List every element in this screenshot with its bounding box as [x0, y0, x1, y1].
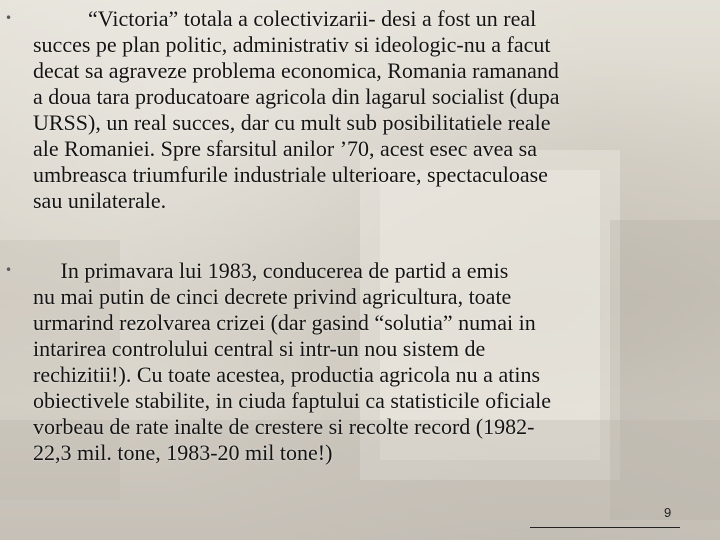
text-line: vorbeau de rate inalte de crestere si recolte record (1982- — [33, 414, 535, 439]
text-line: In primavara lui 1983, conducerea de partid a emis — [33, 258, 509, 283]
text-line: intarirea controlului central si intr-un nou sistem de — [33, 336, 486, 361]
text-line: rechizitii!). Cu toate acestea, productia agricola nu a atins — [33, 362, 540, 387]
text-line: obiectivele stabilite, in ciuda faptului ca statisticile oficiale — [33, 388, 552, 413]
text-line: decat sa agraveze problema economica, Romania ramanand — [33, 58, 559, 83]
text-line: 22,3 mil. tone, 1983-20 mil tone!) — [33, 440, 333, 465]
text-line: urmarind rezolvarea crizei (dar gasind “solutia” numai in — [33, 310, 536, 335]
footer-divider — [530, 527, 680, 528]
text-line: a doua tara producatoare agricola din lagarul socialist (dupa — [33, 84, 560, 109]
text-line: “Victoria” totala a colectivizarii- desi a fost un real — [33, 6, 537, 31]
paragraph-collectivization — [33, 6, 713, 214]
text-line: umbreasca triumfurile industriale ulterioare, spectaculoase — [33, 162, 548, 187]
text-line: nu mai putin de cinci decrete privind agricultura, toate — [33, 284, 512, 309]
text-line: ale Romaniei. Spre sfarsitul anilor ’70, acest esec avea sa — [33, 136, 537, 161]
bullet-marker: • — [5, 263, 13, 277]
text-line: succes pe plan politic, administrativ si ideologic-nu a facut — [33, 32, 551, 57]
text-line: sau unilaterale. — [33, 188, 167, 213]
paragraph-agriculture-1983 — [33, 258, 713, 466]
bullet-marker: • — [5, 11, 13, 25]
text-line: URSS), un real succes, dar cu mult sub posibilitatiele reale — [33, 110, 551, 135]
page-number: 9 — [664, 505, 672, 520]
